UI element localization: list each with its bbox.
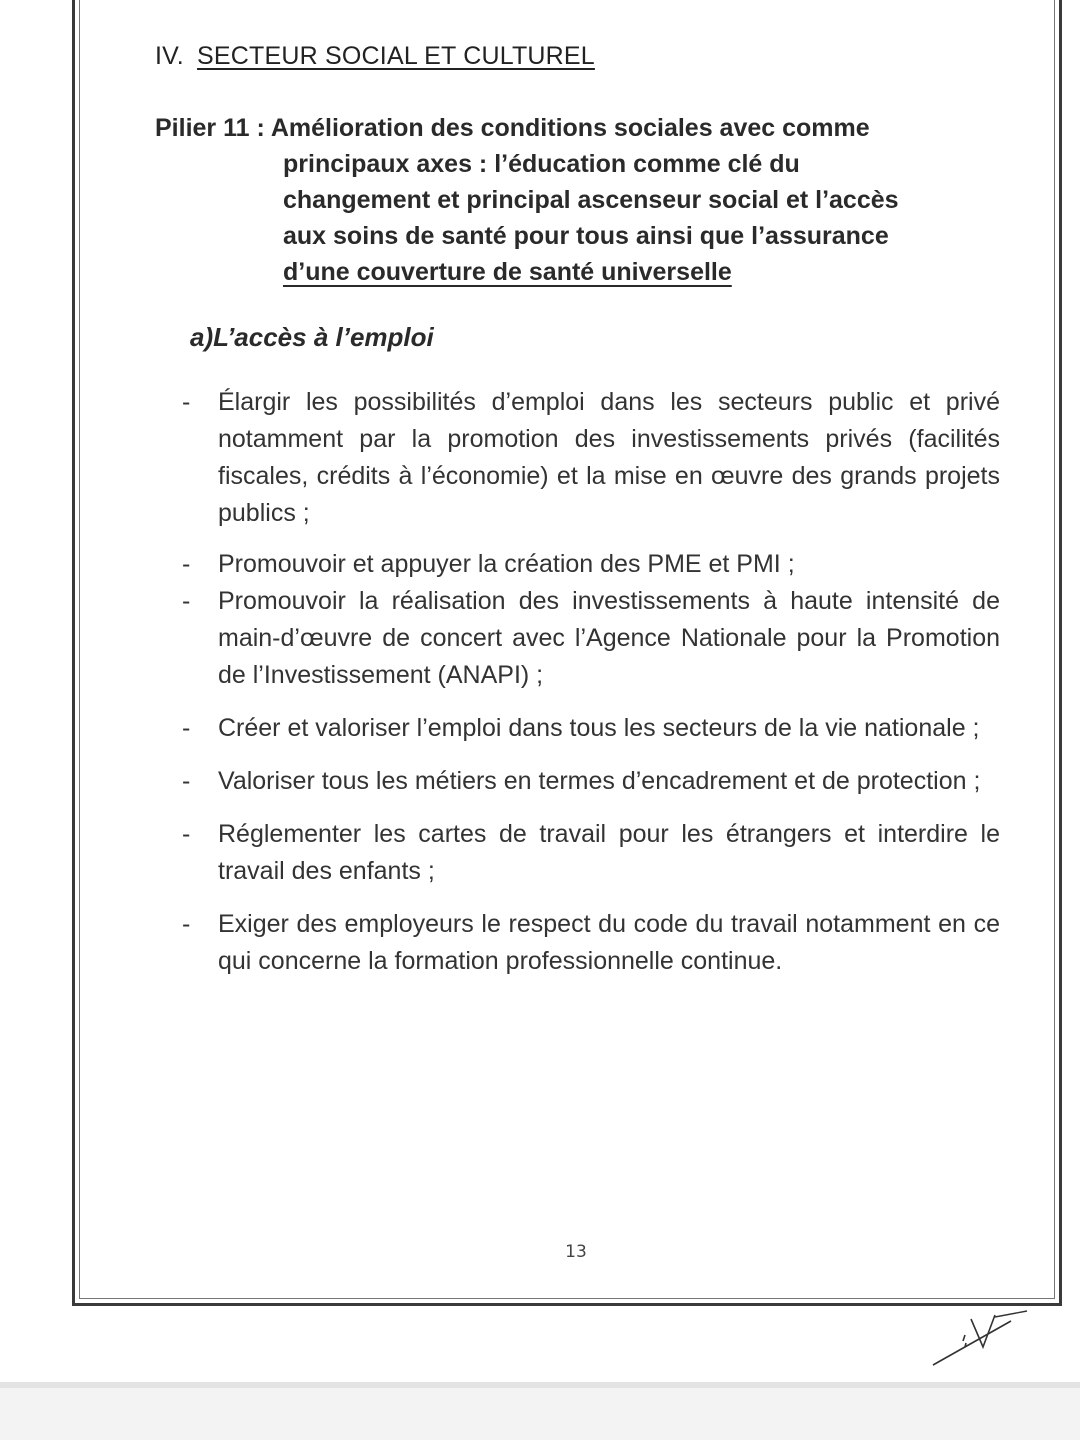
list-item-text: Créer et valoriser l’emploi dans tous les secteurs de la vie nationale ; [218,714,980,742]
bullet-dash: - [182,714,191,742]
pillar-label: Pilier 11 : [155,114,265,142]
list-item [180,816,1000,890]
pillar-line-underlined: d’une couverture de santé universelle [283,258,732,286]
list-item-text: Promouvoir la réalisation des investissements à haute intensité de main-d’œuvre de concert avec l’Agence Nationale pour la Promotion de l’Investissement (ANAPI) ; [218,587,1000,689]
page-number: 13 [565,1242,587,1262]
bullet-dash: - [182,767,191,795]
pillar-line: Amélioration des conditions sociales avec comme [270,114,870,142]
scan-bottom-strip [0,1382,1080,1440]
pillar-line [155,254,995,290]
bullet-dash: - [182,820,191,848]
section-title: SECTEUR SOCIAL ET CULTUREL [197,42,595,70]
bullet-dash: - [182,910,191,938]
handwritten-initials [925,1305,1035,1375]
bullet-dash: - [182,388,191,416]
list-item-text: Élargir les possibilités d’emploi dans les secteurs public et privé notamment par la promotion des investissements privés (facilités fiscales, crédits à l’économie) et la mise en œuvre des grands projets publics ; [218,388,1000,527]
bullet-list [180,384,1000,980]
section-number: IV. [155,42,184,70]
list-item-text: Réglementer les cartes de travail pour les étrangers et interdire le travail des enfants ; [218,820,1000,885]
list-item [180,583,1000,694]
bullet-dash: - [182,587,191,615]
pillar-line: principaux axes : l’éducation comme clé du [283,150,800,178]
list-item-text: Valoriser tous les métiers en termes d’encadrement et de protection ; [218,767,981,795]
list-item-text: Exiger des employeurs le respect du code du travail notamment en ce qui concerne la formation professionnelle continue. [218,910,1000,975]
subsection-heading: a)L’accès à l’emploi [190,322,434,352]
pillar-heading [155,110,995,290]
list-item [180,763,1000,800]
list-item [180,546,1000,583]
list-item [180,384,1000,532]
list-item [180,710,1000,747]
list-item [180,906,1000,980]
bullet-dash: - [182,550,191,578]
pillar-line: changement et principal ascenseur social et l’accès [283,186,899,214]
pillar-line: aux soins de santé pour tous ainsi que l’assurance [283,222,889,250]
section-heading [155,42,595,71]
list-item-text: Promouvoir et appuyer la création des PME et PMI ; [218,550,795,578]
